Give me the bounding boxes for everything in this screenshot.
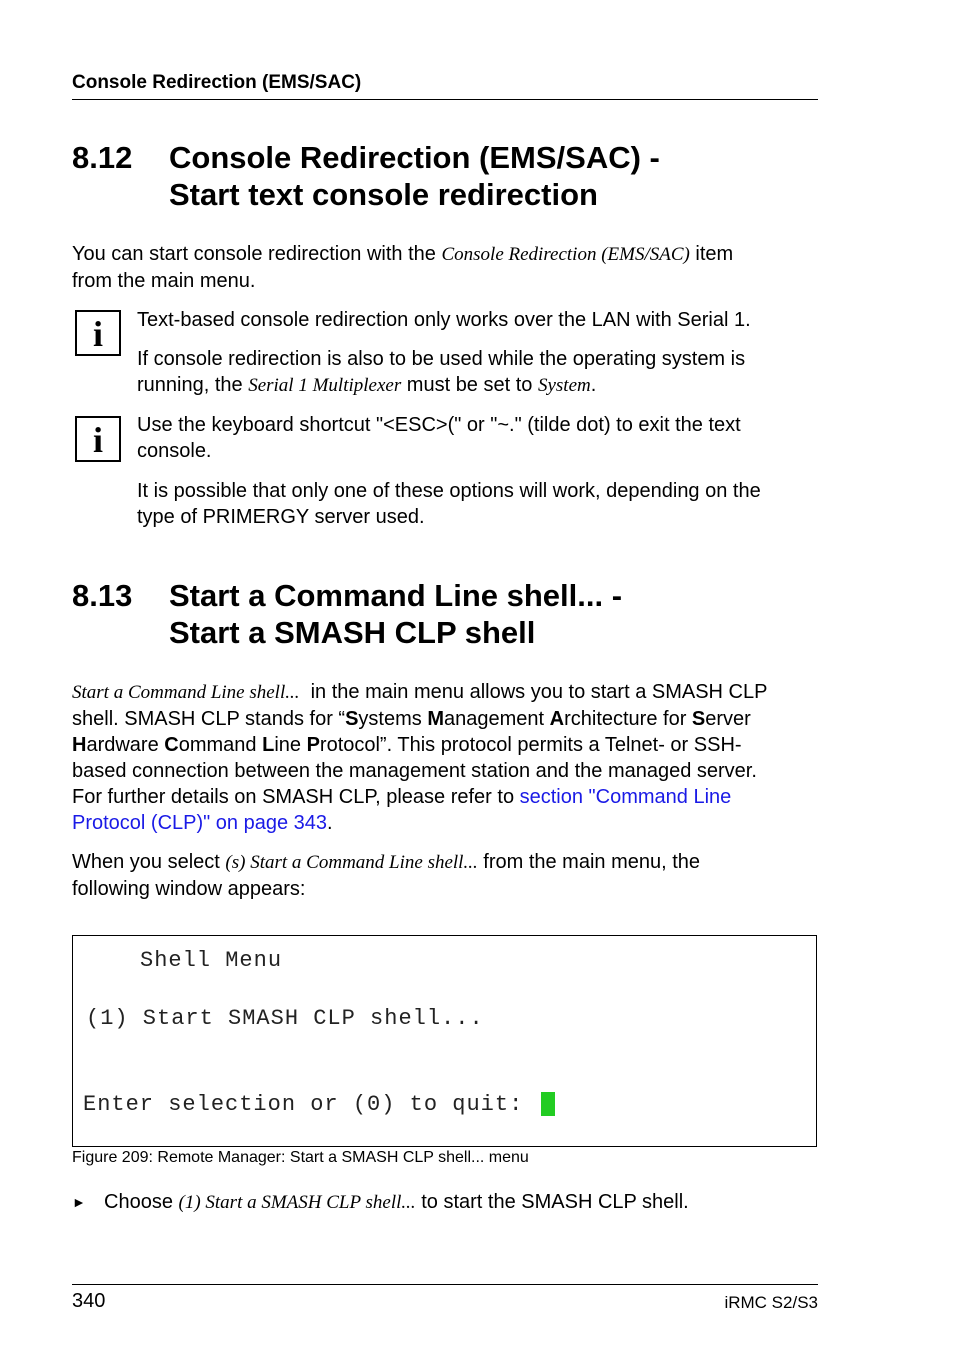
menu-item-reference: Start a Command Line shell...: [72, 682, 300, 703]
note-paragraph: If console redirection is also to be used while the operating system is running, the Serial 1 Multiplexer must be set to System.: [137, 348, 746, 396]
smash-description-paragraph: Start a Command Line shell... in the main menu allows you to start a SMASH CLP shell. SMASH CLP stands for “Systems Management Architecture for Server Hardware Command Line Protocol”. This protocol permits a Telnet- or SSH- based connection between the management station and the managed server. For further details on SMASH CLP, please refer to section "Command Line Protocol (CLP)" on page 343.: [72, 681, 768, 834]
section-8-12-heading: [72, 139, 818, 213]
section-number: 8.13: [72, 578, 133, 613]
terminal-title: Shell Menu: [140, 948, 283, 973]
shell-menu-screenshot: [72, 935, 817, 1147]
intro-paragraph: You can start console redirection with the Console Redirection (EMS/SAC) item from the main menu.: [72, 243, 734, 292]
product-name: iRMC S2/S3: [724, 1293, 818, 1312]
note-paragraph: Use the keyboard shortcut "<ESC>(" or "~." (tilde dot) to exit the text console.: [137, 414, 741, 462]
terminal-prompt: Enter selection or (0) to quit:: [83, 1092, 524, 1117]
section-title-line1: Console Redirection (EMS/SAC) -: [169, 140, 660, 175]
note-paragraph: It is possible that only one of these options will work, depending on the type of PRIMERGY server used.: [137, 480, 761, 528]
terminal-option: (1) Start SMASH CLP shell...: [86, 1006, 484, 1031]
menu-item-reference: (1) Start a SMASH CLP shell...: [178, 1192, 416, 1213]
page-number: 340: [72, 1290, 106, 1312]
terminal-cursor: [541, 1092, 555, 1116]
menu-item-reference: (s) Start a Command Line shell...: [225, 852, 478, 873]
setting-name: Serial 1 Multiplexer: [248, 375, 402, 396]
info-icon: i: [75, 310, 121, 356]
select-paragraph: When you select (s) Start a Command Line shell... from the main menu, the following window appears:: [72, 851, 701, 900]
info-icon: i: [75, 416, 121, 462]
note-paragraph: Text-based console redirection only works over the LAN with Serial 1.: [137, 309, 751, 331]
figure-caption: Figure 209: Remote Manager: Start a SMASH CLP shell... menu: [72, 1149, 529, 1166]
section-title-line1: Start a Command Line shell... -: [169, 578, 623, 613]
section-title-line2: Start a SMASH CLP shell: [169, 615, 536, 650]
clp-section-link[interactable]: section "Command Line: [519, 786, 732, 808]
section-8-13-heading: [72, 577, 818, 651]
footer-rule: [72, 1284, 818, 1285]
section-number: 8.12: [72, 140, 133, 175]
step-instruction: Choose (1) Start a SMASH CLP shell... to start the SMASH CLP shell.: [104, 1191, 689, 1213]
step-arrow-icon: ►: [72, 1194, 86, 1210]
setting-value: System: [537, 375, 591, 396]
clp-section-link[interactable]: Protocol (CLP)" on page 343: [72, 812, 328, 834]
section-title-line2: Start text console redirection: [169, 177, 598, 212]
menu-item-reference: Console Redirection (EMS/SAC): [441, 244, 690, 265]
running-header: Console Redirection (EMS/SAC): [72, 72, 818, 100]
